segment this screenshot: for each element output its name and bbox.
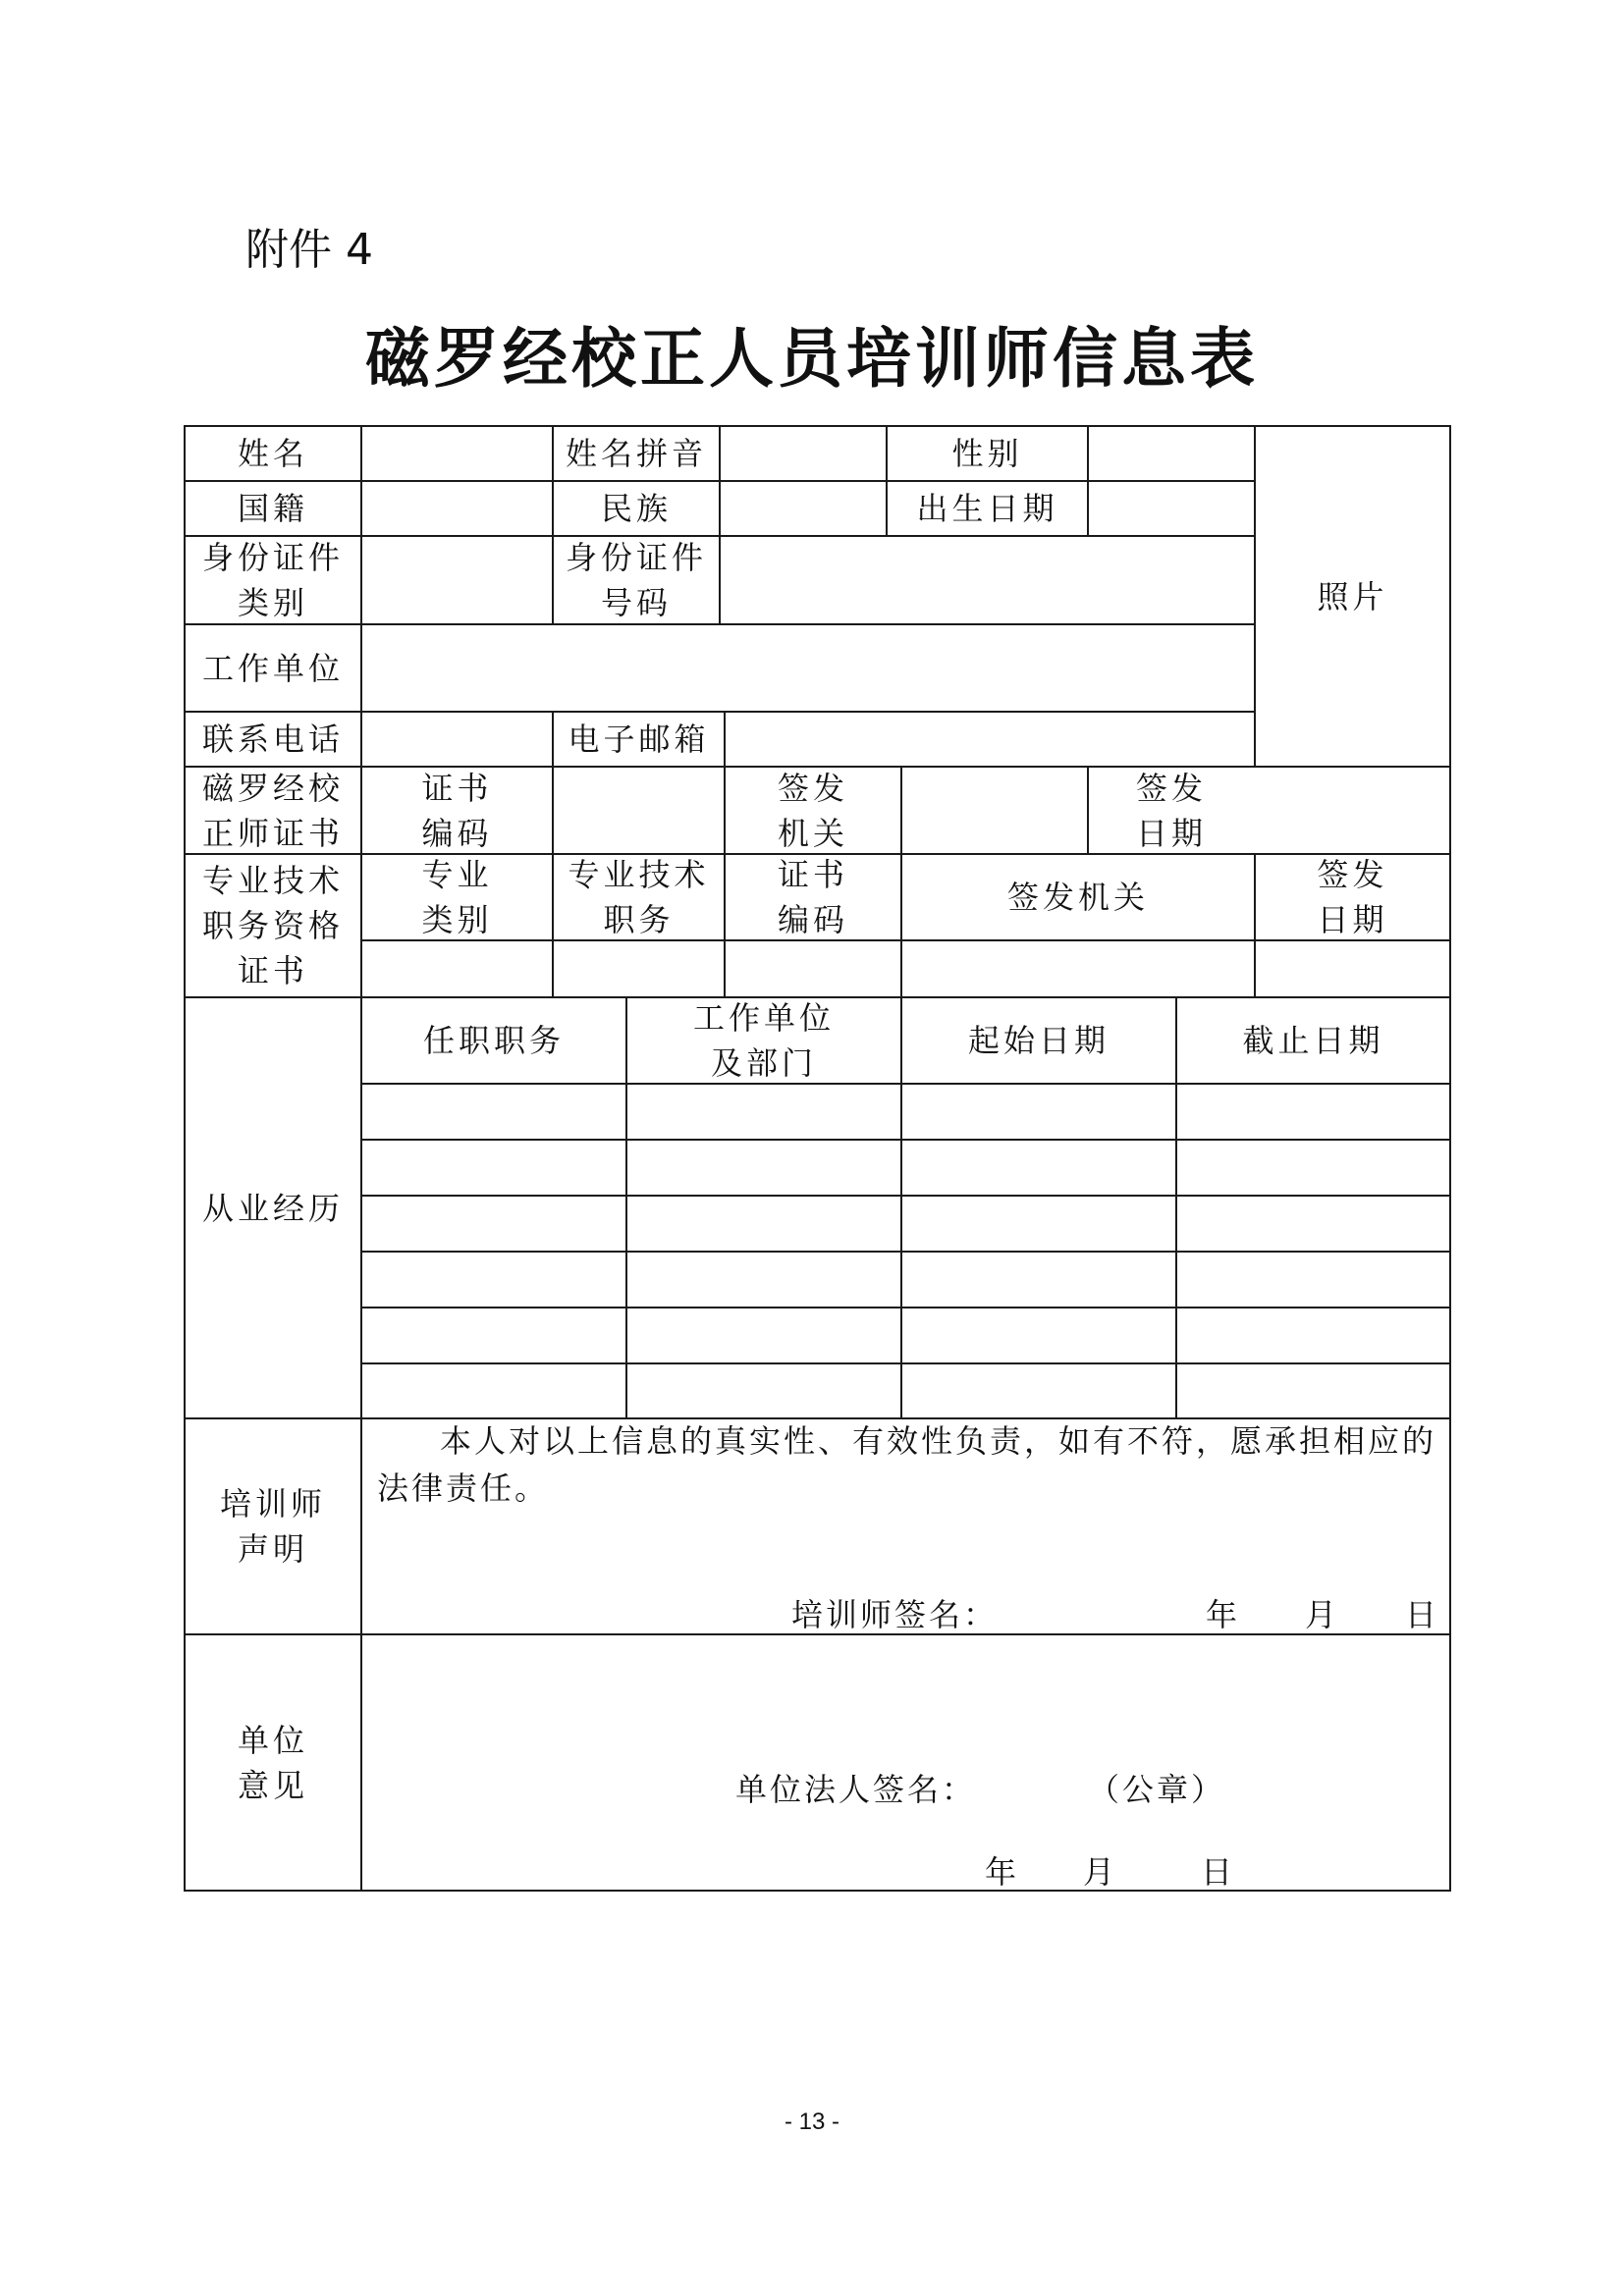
- label-id-number: 身份证件 号码: [565, 539, 707, 621]
- label-pinyin: 姓名拼音: [565, 435, 707, 472]
- label-opinion: 单位 意见: [237, 1721, 308, 1804]
- label-name: 姓名: [237, 435, 308, 472]
- table-border-bottom: [184, 1890, 1451, 1892]
- decl-day: 日: [1405, 1596, 1440, 1633]
- col-line: [1087, 425, 1089, 535]
- row-line: [360, 1251, 1451, 1253]
- col-line: [724, 711, 726, 766]
- row-line: [360, 939, 1451, 941]
- label-nationality: 国籍: [237, 490, 308, 527]
- label-pro-section: 专业技术 职务资格 证书: [201, 862, 344, 989]
- label-id-type: 身份证件 类别: [201, 539, 344, 621]
- label-email: 电子邮箱: [568, 721, 710, 758]
- row-line: [360, 1362, 1451, 1364]
- seal-label: （公章）: [1088, 1771, 1226, 1808]
- photo-label: 照片: [1317, 577, 1388, 615]
- row-line: [360, 1307, 1451, 1308]
- label-phone: 联系电话: [201, 721, 344, 758]
- label-pro-category: 专业 类别: [421, 856, 493, 938]
- trainer-sign-label: 培训师签名：: [791, 1596, 999, 1633]
- col-line: [719, 425, 721, 623]
- exp-header-position: 任职职务: [422, 1022, 565, 1059]
- label-birthdate: 出生日期: [916, 490, 1058, 527]
- legal-sign-label: 单位法人签名：: [735, 1771, 977, 1808]
- decl-month: 月: [1305, 1596, 1340, 1633]
- row-line: [360, 1139, 1451, 1141]
- row-line: [360, 1195, 1451, 1197]
- label-pro-issuer: 签发机关: [1006, 879, 1149, 916]
- label-pro-issue-date: 签发 日期: [1317, 856, 1388, 938]
- label-cert-section: 磁罗经校 正师证书: [201, 769, 344, 852]
- document-title: 磁罗经校正人员培训师信息表: [365, 321, 1259, 397]
- opinion-month: 月: [1083, 1853, 1118, 1891]
- label-gender: 性别: [951, 435, 1023, 472]
- declaration-text: 本人对以上信息的真实性、有效性负责，如有不符，愿承担相应的法律责任。: [377, 1422, 1437, 1507]
- exp-header-start: 起始日期: [967, 1022, 1110, 1059]
- opinion-year: 年: [985, 1853, 1020, 1891]
- label-issue-date: 签发 日期: [1135, 769, 1207, 852]
- label-ethnicity: 民族: [600, 490, 672, 527]
- label-cert-no: 证书 编码: [421, 769, 493, 852]
- row-line: [360, 1083, 1451, 1085]
- opinion-day: 日: [1201, 1853, 1236, 1891]
- label-employer: 工作单位: [201, 649, 344, 687]
- label-pro-title: 专业技术 职务: [568, 856, 710, 938]
- label-pro-cert-no: 证书 编码: [777, 856, 848, 938]
- decl-year: 年: [1206, 1596, 1241, 1633]
- col-line: [360, 425, 362, 1892]
- exp-header-end: 截止日期: [1242, 1022, 1384, 1059]
- label-issuer: 签发 机关: [777, 769, 848, 852]
- exp-header-unit: 工作单位 及部门: [692, 999, 835, 1082]
- label-declaration: 培训师 声明: [219, 1485, 326, 1568]
- table-border-right: [1449, 425, 1451, 1892]
- page-number: - 13 -: [784, 2109, 839, 2135]
- photo-box[interactable]: [1256, 427, 1449, 766]
- attachment-label: 附件 4: [245, 225, 373, 275]
- label-experience: 从业经历: [201, 1189, 344, 1227]
